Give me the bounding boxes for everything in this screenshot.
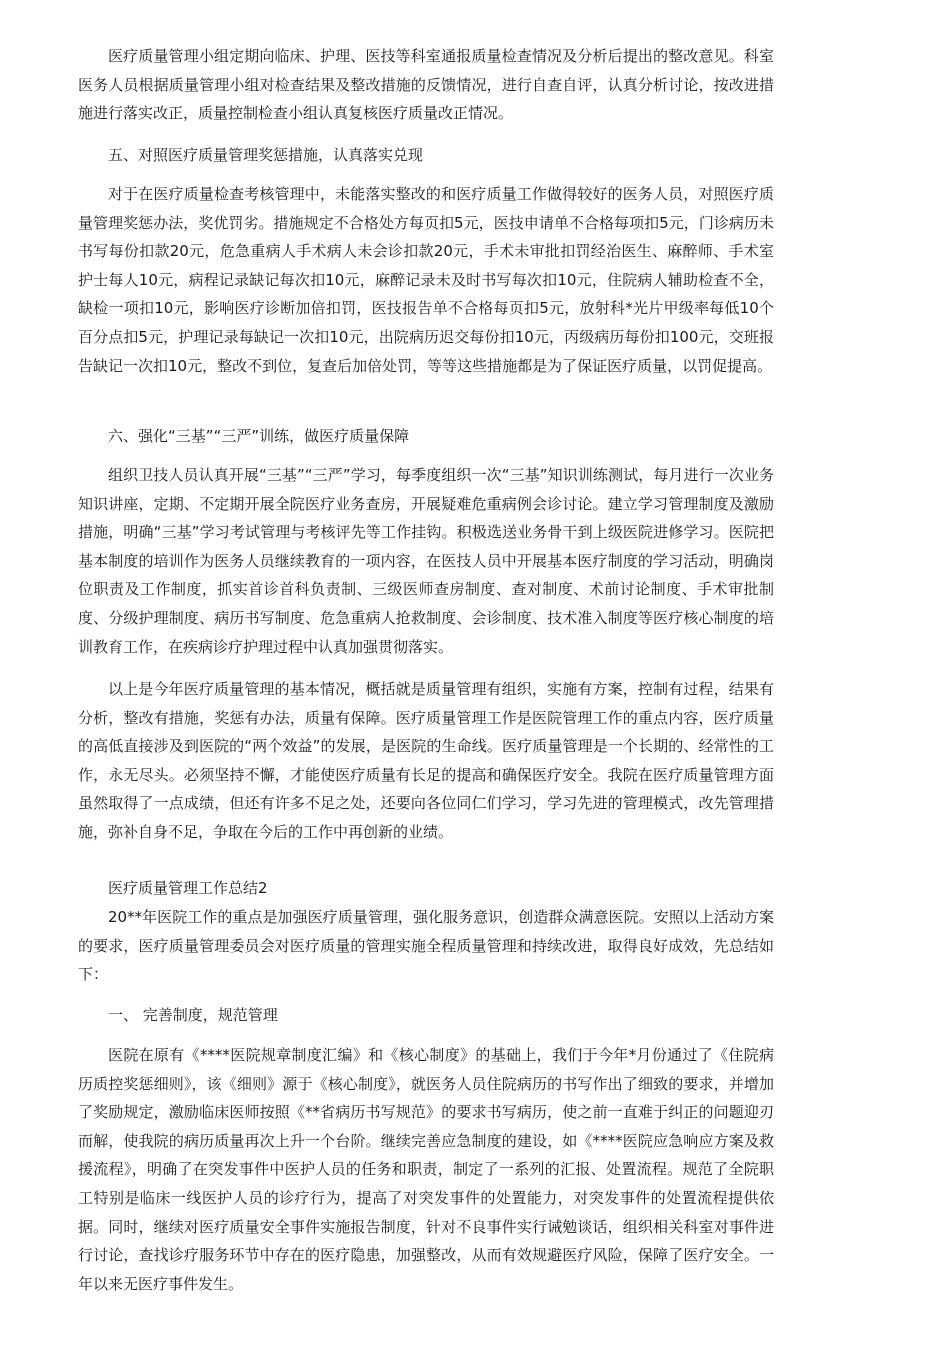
paragraph-intro-2: 20**年医院工作的重点是加强医疗质量管理，强化服务意识，创造群众满意医院。安照以上活动方案的要求，医疗质量管理委员会对医疗质量的管理实施全程质量管理和持续改进，取得良好成效，先总结如下： <box>78 908 774 984</box>
paragraph-quality-feedback: 医疗质量管理小组定期向临床、护理、医技等科室通报质量检查情况及分析后提出的整改意见。科室医务人员根据质量管理小组对检查结果及整改措施的反馈情况，进行自查自评，认真分析讨论，按改进措施进行落实改正，质量控制检查小组认真复核医疗质量改正情况。 <box>78 47 774 123</box>
section-heading-5: 五、对照医疗质量管理奖惩措施，认真落实兑现 <box>108 146 424 164</box>
section-heading-1: 一、 完善制度，规范管理 <box>108 1006 278 1024</box>
section-heading-6: 六、强化“三基”“三严”训练，做医疗质量保障 <box>108 427 410 445</box>
paragraph-summary: 以上是今年医疗质量管理的基本情况，概括就是质量管理有组织，实施有方案，控制有过程，结果有分析，整改有措施，奖惩有办法，质量有保障。医疗质量管理工作是医院管理工作的重点内容，医疗质量的高低直接涉及到医院的“两个效益”的发展，是医院的生命线。医疗质量管理是一个长期的、经常性的工作，永无尽头。必须坚持不懈，才能使医疗质量有长足的提高和确保医疗安全。我院在医疗质量管理方面虽然取得了一点成绩，但还有许多不足之处，还要向各位同仁们学习，学习先进的管理模式，改先管理措施，弥补自身不足，争取在今后的工作中再创新的业绩。 <box>78 680 774 841</box>
paragraph-rewards-penalties: 对于在医疗质量检查考核管理中，未能落实整改的和医疗质量工作做得较好的医务人员，对照医疗质量管理奖惩办法，奖优罚劣。措施规定不合格处方每页扣5元，医技申请单不合格每项扣5元，门诊病历未书写每份扣款20元，危急重病人手术病人未会诊扣款20元，手术未审批扣罚经治医生、麻醉师、手术室护士每人10元，病程记录缺记每次扣10元，麻醉记录未及时书写每次扣10元，住院病人辅助检查不全，缺检一项扣10元，影响医疗诊断加倍扣罚，医技报告单不合格每页扣5元，放射科*光片甲级率每低10个百分点扣5元，护理记录每缺记一次扣10元，出院病历迟交每份扣10元，丙级病历每份扣100元，交班报告缺记一次扣10元，整改不到位，复查后加倍处罚，等等这些措施都是为了保证医疗质量，以罚促提高。 <box>78 185 774 375</box>
document-title-2: 医疗质量管理工作总结2 <box>108 879 268 897</box>
paragraph-three-basics-training: 组织卫技人员认真开展“三基”“三严”学习，每季度组织一次“三基”知识训练测试，每月进行一次业务知识讲座，定期、不定期开展全院医疗业务查房，开展疑难危重病例会诊讨论。建立学习管理制度及激励措施，明确“三基”学习考试管理与考核评先等工作挂钩。积极选送业务骨干到上级医院进修学习。医院把基本制度的培训作为医务人员继续教育的一项内容，在医技人员中开展基本医疗制度的学习活动，明确岗位职责及工作制度，抓实首诊首科负责制、三级医师查房制度、查对制度、术前讨论制度、手术审批制度、分级护理制度、病历书写制度、危急重病人抢救制度、会诊制度、技术准入制度等医疗核心制度的培训教育工作，在疾病诊疗护理过程中认真加强贯彻落实。 <box>78 466 774 656</box>
paragraph-improve-system: 医院在原有《****医院规章制度汇编》和《核心制度》的基础上，我们于今年*月份通过了《住院病历质控奖惩细则》，该《细则》源于《核心制度》，就医务人员住院病历的书写作出了细致的要求，并增加了奖励规定，激励临床医师按照《**省病历书写规范》的要求书写病历，使之前一直难于纠正的问题迎刃而解，使我院的病历质量再次上升一个台阶。继续完善应急制度的建设，如《****医院应急响应方案及救援流程》，明确了在突发事件中医护人员的任务和职责，制定了一系列的汇报、处置流程。规范了全院职工特别是临床一线医护人员的诊疗行为，提高了对突发事件的处置能力，对突发事件的处置流程提供依据。同时，继续对医疗质量安全事件实施报告制度，针对不良事件实行诫勉谈话，组织相关科室对事件进行讨论，查找诊疗服务环节中存在的医疗隐患，加强整改，从而有效规避医疗风险，保障了医疗安全。一年以来无医疗事件发生。 <box>78 1046 774 1293</box>
